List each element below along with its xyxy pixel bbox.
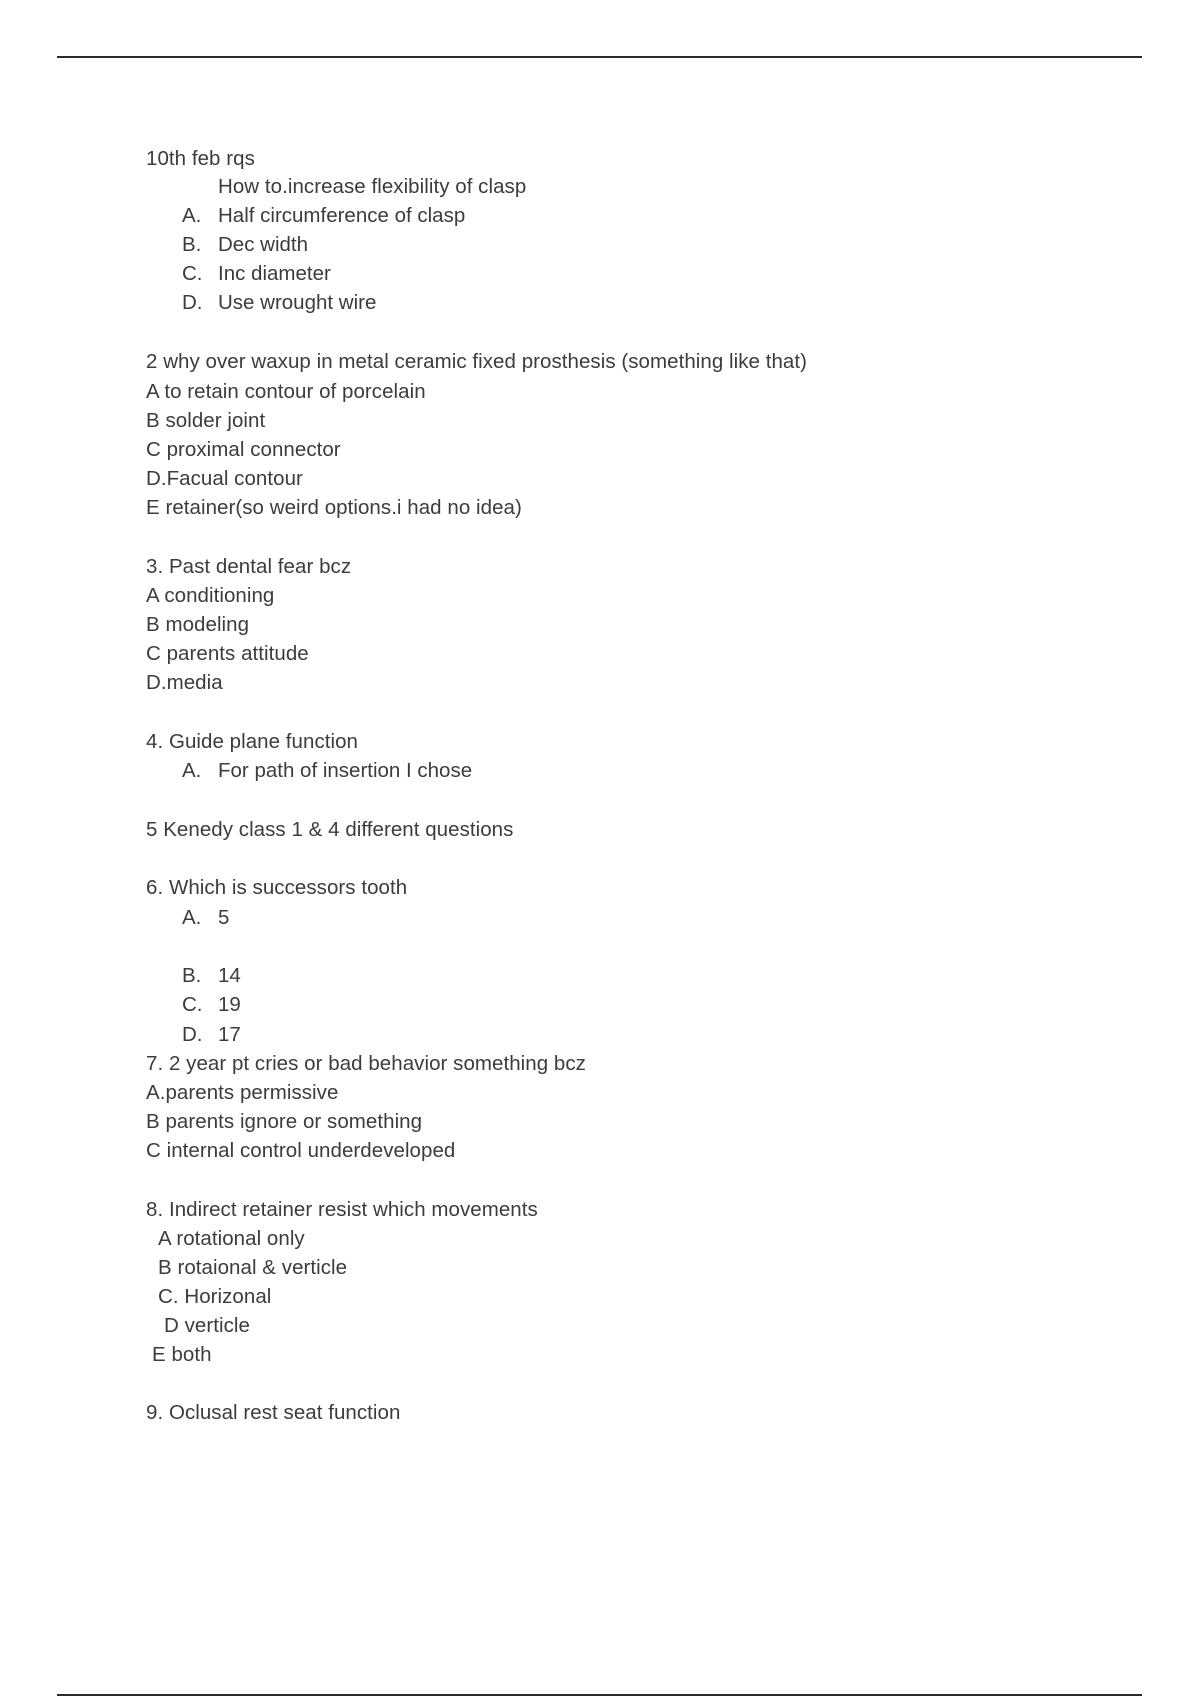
q2-option-line: C proximal connector (146, 438, 341, 461)
option-text: 19 (218, 993, 241, 1016)
q8-option-line: E both (152, 1343, 212, 1366)
q7-option-line: A.parents permissive (146, 1081, 339, 1104)
q8-option-line: D verticle (164, 1314, 250, 1337)
option-text: Inc diameter (218, 262, 331, 285)
q7-option-line: B parents ignore or something (146, 1110, 423, 1133)
option-text: Half circumference of clasp (218, 204, 466, 227)
q8-option-line: B rotaional & verticle (158, 1256, 348, 1279)
option-letter: D. (182, 291, 203, 314)
q2-option-line: E retainer(so weird options.i had no idea) (146, 496, 522, 519)
q3-option-line: C parents attitude (146, 642, 309, 665)
q3-prompt: 3. Past dental fear bcz (146, 555, 352, 578)
q2-option-line: B solder joint (146, 409, 266, 432)
option-text: 17 (218, 1023, 241, 1046)
option-letter: C. (182, 262, 203, 285)
option-letter: D. (182, 1023, 203, 1046)
option-letter: A. (182, 759, 202, 782)
q2-option-line: A to retain contour of porcelain (146, 380, 426, 403)
option-text: For path of insertion I chose (218, 759, 473, 782)
top-rule (57, 56, 1142, 58)
q2-prompt: 2 why over waxup in metal ceramic fixed prosthesis (something like that) (146, 350, 808, 373)
q3-option-line: A conditioning (146, 584, 275, 607)
bottom-rule (57, 1694, 1142, 1696)
q1-prompt: How to.increase flexibility of clasp (218, 175, 527, 198)
option-letter: A. (182, 906, 202, 929)
option-text: 14 (218, 964, 241, 987)
q6-prompt: 6. Which is successors tooth (146, 876, 408, 899)
option-letter: B. (182, 964, 202, 987)
q8-option-line: C. Horizonal (158, 1285, 272, 1308)
q3-option-line: D.media (146, 671, 223, 694)
q2-option-line: D.Facual contour (146, 467, 303, 490)
q4-prompt: 4. Guide plane function (146, 730, 358, 753)
option-letter: C. (182, 993, 203, 1016)
q8-prompt: 8. Indirect retainer resist which movements (146, 1198, 538, 1221)
option-letter: A. (182, 204, 202, 227)
q7-prompt: 7. 2 year pt cries or bad behavior something bcz (146, 1052, 586, 1075)
q3-option-line: B modeling (146, 613, 250, 636)
q5-prompt: 5 Kenedy class 1 & 4 different questions (146, 818, 514, 841)
q7-option-line: C internal control underdeveloped (146, 1139, 456, 1162)
option-text: Use wrought wire (218, 291, 377, 314)
option-text: 5 (218, 906, 230, 929)
q8-option-line: A rotational only (158, 1227, 305, 1250)
option-text: Dec width (218, 233, 309, 256)
q9-prompt: 9. Oclusal rest seat function (146, 1401, 401, 1424)
document-heading: 10th feb rqs (146, 147, 255, 170)
option-letter: B. (182, 233, 202, 256)
